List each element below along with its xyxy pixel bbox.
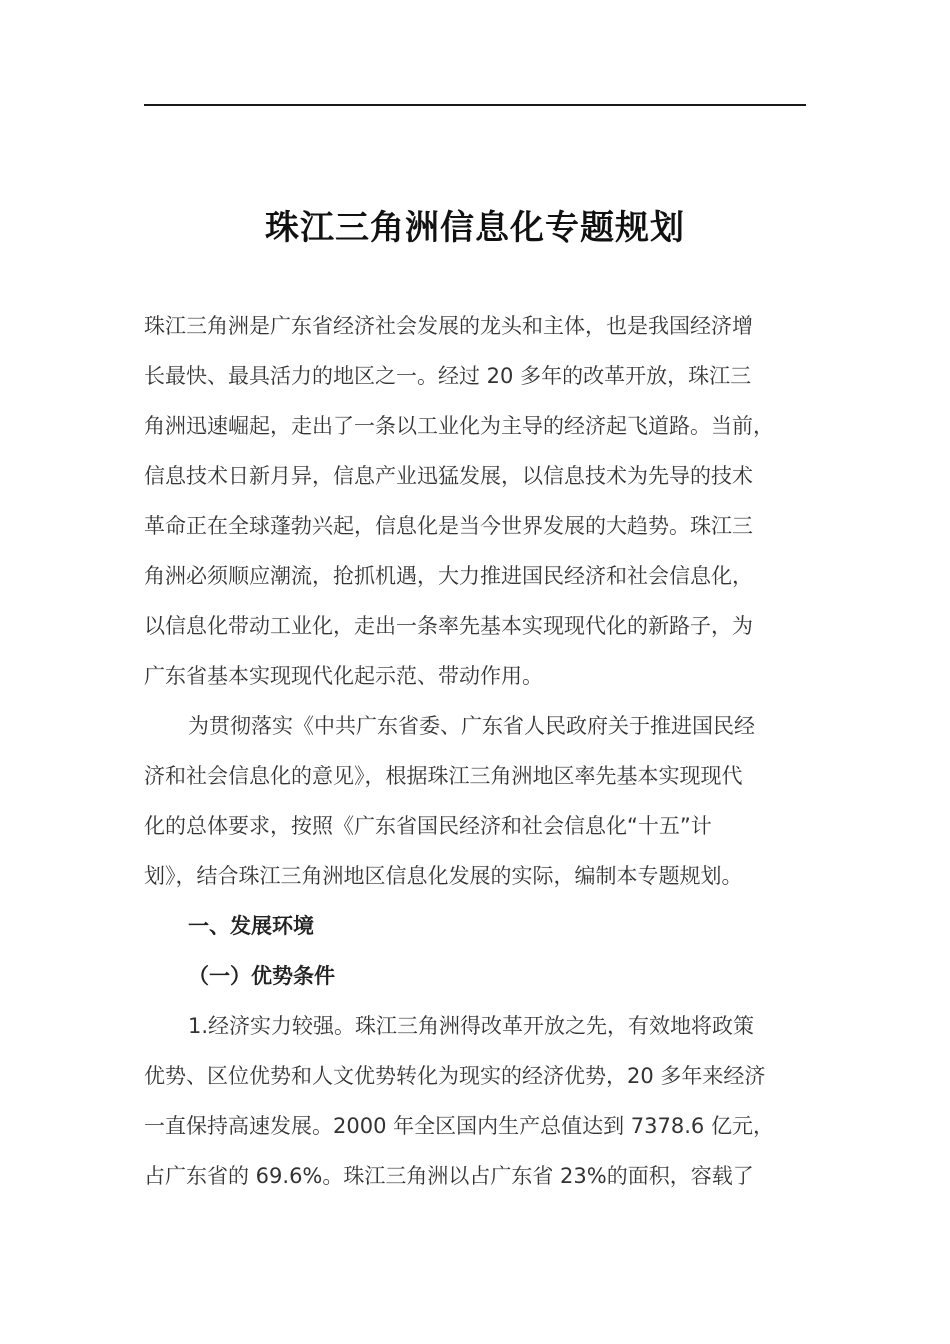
paragraph-line: 划》，结合珠江三角洲地区信息化发展的实际，编制本专题规划。 [144,864,743,888]
paragraph-line: 为贯彻落实《中共广东省委、广东省人民政府关于推进国民经 [188,714,755,738]
paragraph-line: 1.经济实力较强。珠江三角洲得改革开放之先，有效地将政策 [188,1014,755,1038]
header-rule [144,104,806,106]
paragraph-purpose [144,701,806,901]
paragraph-line: 革命正在全球蓬勃兴起，信息化是当今世界发展的大趋势。珠江三 [144,514,753,538]
paragraph-line: 长最快、最具活力的地区之一。经过 20 多年的改革开放，珠江三 [144,364,752,388]
document-title: 珠江三角洲信息化专题规划 [265,208,685,248]
paragraph-line: 一直保持高速发展。2000 年全区国内生产总值达到 7378.6 亿元， [144,1114,774,1138]
paragraph-line: 广东省基本实现现代化起示范、带动作用。 [144,664,543,688]
paragraph-line: 角洲迅速崛起，走出了一条以工业化为主导的经济起飞道路。当前， [144,414,774,438]
paragraph-line: 以信息化带动工业化，走出一条率先基本实现现代化的新路子，为 [144,614,753,638]
paragraph-line: 角洲必须顺应潮流，抢抓机遇，大力推进国民经济和社会信息化， [144,564,753,588]
paragraph-economy [144,1001,806,1201]
paragraph-line: 占广东省的 69.6%。珠江三角洲以占广东省 23%的面积，容载了 [144,1164,754,1188]
paragraph-line: 珠江三角洲是广东省经济社会发展的龙头和主体，也是我国经济增 [144,314,753,338]
document-body [144,301,806,1201]
subsection-heading: （一）优势条件 [188,964,335,988]
section-heading: 一、发展环境 [188,914,314,938]
paragraph-line: 济和社会信息化的意见》，根据珠江三角洲地区率先基本实现现代 [144,764,743,788]
paragraph-line: 优势、区位优势和人文优势转化为现实的经济优势，20 多年来经济 [144,1064,766,1088]
paragraph-line: 化的总体要求，按照《广东省国民经济和社会信息化“十五”计 [144,814,712,838]
paragraph-intro [144,301,806,701]
paragraph-line: 信息技术日新月异，信息产业迅猛发展，以信息技术为先导的技术 [144,464,753,488]
